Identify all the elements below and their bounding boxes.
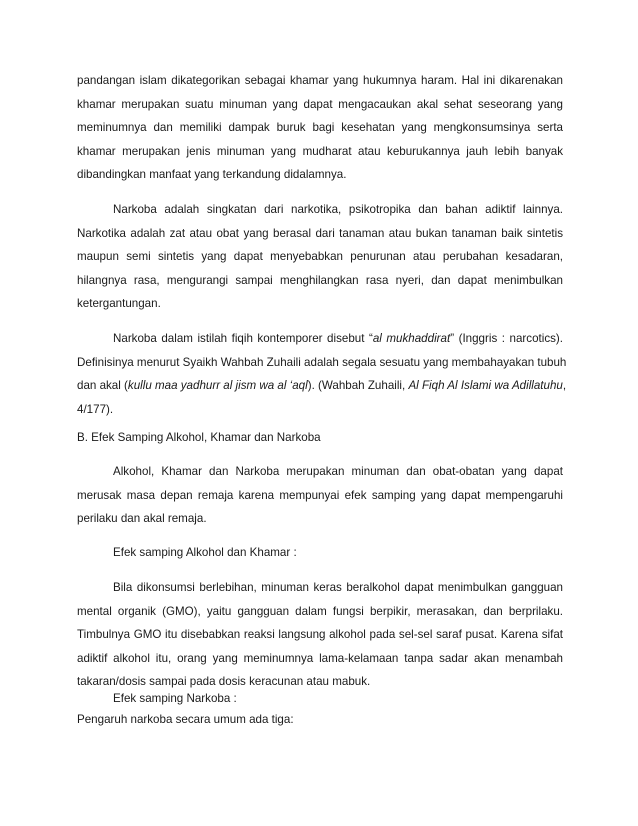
- text-line: ketergantungan.: [77, 297, 161, 310]
- text-line: meminumnya dan memiliki dampak buruk bagi kesehatan yang mengkonsumsinya serta: [77, 121, 563, 134]
- section-heading: [77, 426, 563, 450]
- text-run: dan akal (: [77, 379, 128, 392]
- paragraph-narkoba-definition: [77, 198, 563, 316]
- paragraph-efek-samping-intro: [77, 460, 563, 531]
- subheading-text: Efek samping Alkohol dan Khamar :: [113, 546, 297, 559]
- text-line: hilangnya rasa, mengurangi sampai menghilangkan rasa nyeri, dan dapat menimbulkan: [77, 273, 563, 287]
- text-line: Definisinya menurut Syaikh Wahbah Zuhaili adalah segala sesuatu yang membahayakan tubuh: [77, 355, 567, 369]
- text-line: takaran/dosis sampai pada dosis keracunan atau mabuk.: [77, 675, 371, 688]
- text-line: perilaku dan akal remaja.: [77, 512, 207, 525]
- text-line: Pengaruh narkoba secara umum ada tiga:: [77, 713, 294, 726]
- subheading-text: Efek samping Narkoba :: [113, 692, 237, 705]
- text-run: ” (Inggris : narcotics).: [450, 332, 563, 345]
- text-line: dibandingkan manfaat yang terkandung didalamnya.: [77, 168, 347, 181]
- text-line: maupun semi sintetis yang dapat menyebabkan penurunan atau perubahan kesadaran,: [77, 250, 563, 263]
- text-line: [77, 327, 563, 351]
- text-line: Narkotika adalah zat atau obat yang berasal dari tanaman atau bukan tanaman baik sintetis: [77, 226, 563, 240]
- text-line: 4/177).: [77, 402, 114, 416]
- subheading-alkohol: [77, 541, 563, 565]
- text-line: Narkoba adalah singkatan dari narkotika, psikotropika dan bahan adiktif lainnya.: [113, 203, 563, 216]
- heading-text: B. Efek Samping Alkohol, Khamar dan Narkoba: [77, 431, 321, 444]
- paragraph-narkoba-fiqih: [77, 327, 567, 421]
- italic-term: al mukhaddirat: [372, 332, 451, 345]
- text-line: merusak masa depan remaja karena mempunyai efek samping yang dapat mempengaruhi: [77, 488, 563, 502]
- subheading-narkoba: [77, 688, 563, 730]
- text-line: khamar merupakan jenis minuman yang mudharat atau keburukannya jauh lebih banyak: [77, 144, 563, 158]
- italic-term: kullu maa yadhurr al jism wa al ‘aql: [127, 379, 308, 392]
- text-line: [77, 374, 567, 398]
- paragraph-alkohol-effects: [77, 576, 563, 694]
- text-run: ). (Wahbah Zuhaili,: [307, 379, 409, 392]
- text-line: Bila dikonsumsi berlebihan, minuman keras beralkohol dapat menimbulkan gangguan: [113, 581, 563, 594]
- text-line: adiktif alkohol itu, orang yang meminumnya lama-kelamaan tanpa sadar akan menambah: [77, 651, 563, 665]
- paragraph-khamar: [77, 69, 563, 187]
- text-line: khamar merupakan suatu minuman yang dapat mengacaukan akal sehat seseorang yang: [77, 97, 563, 111]
- text-line: Timbulnya GMO itu disebabkan reaksi langsung alkohol pada sel-sel saraf pusat. Karena sifat: [77, 628, 563, 641]
- text-line: Alkohol, Khamar dan Narkoba merupakan minuman dan obat-obatan yang dapat: [113, 465, 563, 478]
- text-run: ,: [562, 379, 567, 392]
- italic-citation: Al Fiqh Al Islami wa Adillatuhu: [408, 379, 563, 392]
- text-line: mental organik (GMO), yaitu gangguan dalam fungsi berpikir, merasakan, dan berprilaku.: [77, 604, 563, 618]
- text-line: pandangan islam dikategorikan sebagai khamar yang hukumnya haram. Hal ini dikarenakan: [77, 74, 563, 87]
- text-run: Narkoba dalam istilah fiqih kontemporer disebut “: [113, 332, 373, 345]
